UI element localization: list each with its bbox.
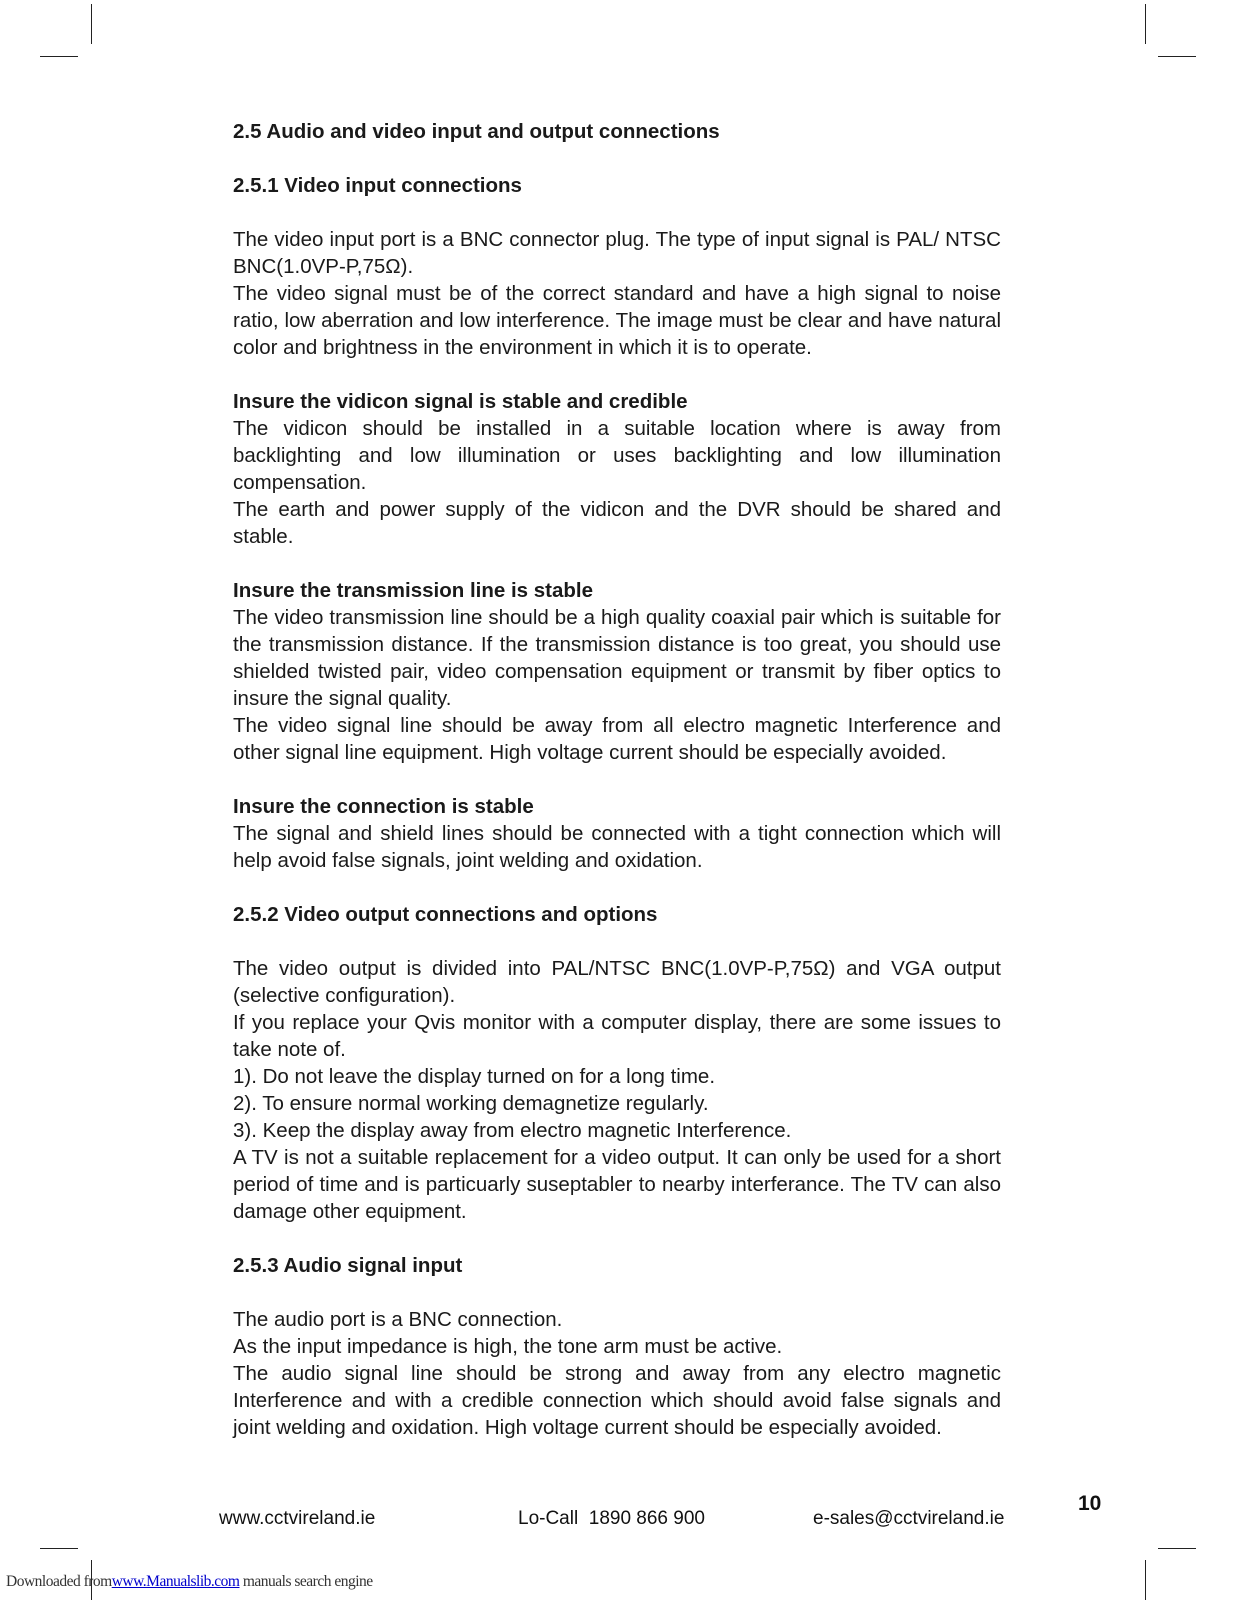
- paragraph: The signal and shield lines should be connected with a tight connection which will help avoid false signals, joint welding and oxidation.: [233, 822, 1001, 872]
- subsection-heading: 2.5.2 Video output connections and options: [233, 903, 658, 926]
- download-note: [6, 1573, 373, 1591]
- paragraph: If you replace your Qvis monitor with a computer display, there are some issues to take note of.: [233, 1011, 1001, 1061]
- footer-phone: Lo-Call 1890 866 900: [518, 1508, 705, 1529]
- download-suffix: manuals search engine: [239, 1573, 373, 1590]
- footer-website: www.cctvireland.ie: [219, 1508, 376, 1529]
- topic-heading: Insure the transmission line is stable: [233, 579, 594, 602]
- paragraph: The vidicon should be installed in a suitable location where is away from backlighting and low illumination or uses backlighting and low illumination compensation.: [233, 417, 1001, 494]
- crop-mark: [40, 56, 78, 57]
- crop-mark: [1145, 1560, 1146, 1600]
- document-body: [233, 118, 1001, 1441]
- paragraph: As the input impedance is high, the tone arm must be active.: [233, 1335, 783, 1358]
- manualslib-link[interactable]: www.Manualslib.com: [111, 1573, 240, 1590]
- paragraph: The audio port is a BNC connection.: [233, 1308, 563, 1331]
- paragraph: The audio signal line should be strong and away from any electro magnetic Interference and with a credible connection which should avoid false signals and joint welding and oxidation. High voltage current should be especially avoided.: [233, 1362, 1001, 1439]
- subsection-heading: 2.5.1 Video input connections: [233, 174, 522, 197]
- crop-mark: [1158, 1548, 1196, 1549]
- crop-mark: [91, 4, 92, 44]
- download-prefix: Downloaded from: [6, 1573, 112, 1590]
- crop-mark: [1158, 56, 1196, 57]
- list-item: 3). Keep the display away from electro magnetic Interference.: [233, 1119, 792, 1142]
- topic-heading: Insure the vidicon signal is stable and credible: [233, 390, 688, 413]
- paragraph: A TV is not a suitable replacement for a video output. It can only be used for a short period of time and is particuarly suseptabler to nearby interferance. The TV can also damage other equipment.: [233, 1146, 1001, 1223]
- paragraph: The earth and power supply of the vidicon and the DVR should be shared and stable.: [233, 498, 1001, 548]
- paragraph: The video transmission line should be a high quality coaxial pair which is suitable for the transmission distance. If the transmission distance is too great, you should use shielded twisted pair, video compensation equipment or transmit by fiber optics to insure the signal quality.: [233, 606, 1001, 710]
- crop-mark: [40, 1548, 78, 1549]
- crop-mark: [1145, 4, 1146, 44]
- paragraph: The video signal must be of the correct standard and have a high signal to noise ratio, low aberration and low interference. The image must be clear and have natural color and brightness in the environment in which it is to operate.: [233, 282, 1001, 359]
- page-number: 10: [1078, 1492, 1102, 1515]
- paragraph: The video input port is a BNC connector plug. The type of input signal is PAL/ NTSC BNC(1.0VP-P,75Ω).: [233, 228, 1001, 278]
- subsection-heading: 2.5.3 Audio signal input: [233, 1254, 463, 1277]
- paragraph: The video output is divided into PAL/NTSC BNC(1.0VP-P,75Ω) and VGA output (selective configuration).: [233, 957, 1001, 1007]
- footer-email: e-sales@cctvireland.ie: [813, 1508, 1005, 1529]
- section-heading: 2.5 Audio and video input and output connections: [233, 120, 720, 143]
- list-item: 2). To ensure normal working demagnetize regularly.: [233, 1092, 709, 1115]
- topic-heading: Insure the connection is stable: [233, 795, 534, 818]
- paragraph: The video signal line should be away from all electro magnetic Interference and other signal line equipment. High voltage current should be especially avoided.: [233, 714, 1001, 764]
- list-item: 1). Do not leave the display turned on for a long time.: [233, 1065, 716, 1088]
